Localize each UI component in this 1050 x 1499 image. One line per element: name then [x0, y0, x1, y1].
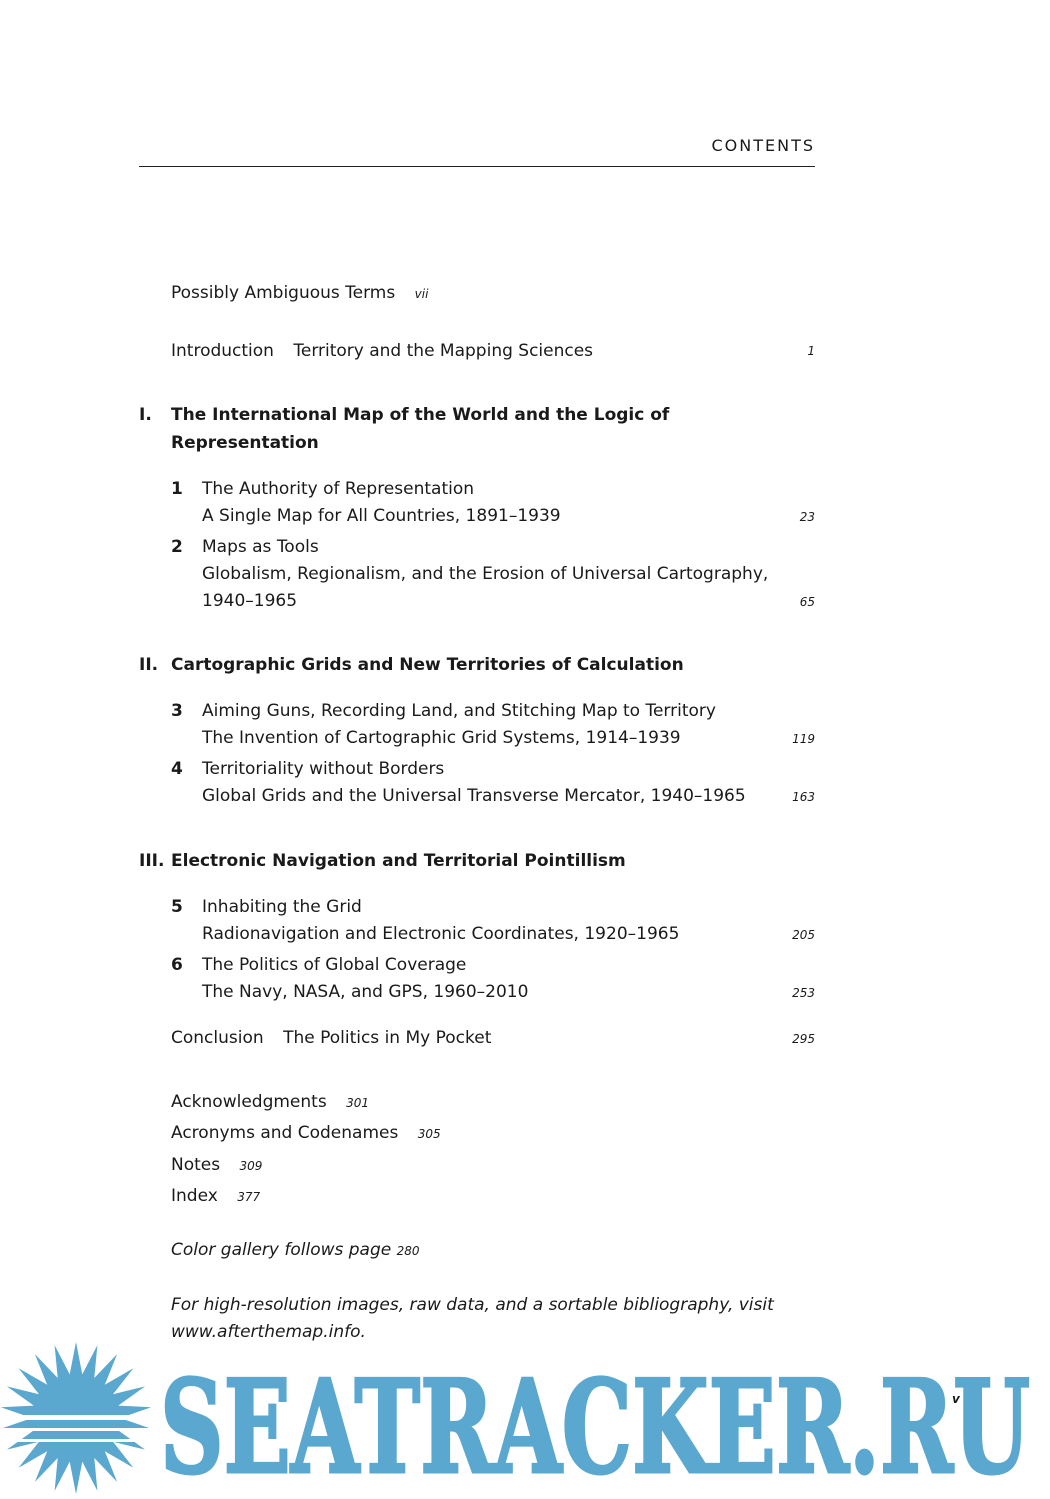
chapter-2-page: 65	[799, 595, 815, 609]
introduction-page: 1	[807, 344, 815, 358]
page-number: v	[952, 1392, 960, 1406]
chapter-3-title[interactable]: Aiming Guns, Recording Land, and Stitching Map to Territory	[202, 701, 716, 721]
toc-entry-page: 305	[417, 1127, 441, 1141]
introduction-title: Territory and the Mapping Sciences	[293, 341, 594, 361]
toc-entry-page: vii	[414, 287, 429, 301]
chapter-5-title[interactable]: Inhabiting the Grid	[202, 897, 362, 917]
conclusion-label: Conclusion	[171, 1028, 264, 1048]
gallery-note-page: 280	[396, 1244, 420, 1258]
chapter-3-number: 3	[171, 701, 183, 721]
conclusion-title: The Politics in My Pocket	[283, 1028, 492, 1048]
chapter-1-title[interactable]: The Authority of Representation	[202, 479, 475, 499]
chapter-2-title[interactable]: Maps as Tools	[202, 537, 319, 557]
chapter-4-subtitle: Global Grids and the Universal Transverse Mercator, 1940–1965	[202, 786, 746, 806]
toc-entry-introduction[interactable]	[171, 341, 593, 361]
chapter-4-number: 4	[171, 759, 183, 779]
chapter-1-subtitle: A Single Map for All Countries, 1891–1939	[202, 506, 561, 526]
chapter-6-number: 6	[171, 955, 183, 975]
part-1-title[interactable]: The International Map of the World and the Logic of	[171, 405, 670, 425]
chapter-5-number: 5	[171, 897, 183, 917]
toc-entry-label: Acronyms and Codenames	[171, 1123, 399, 1143]
toc-entry-label: Notes	[171, 1155, 221, 1175]
chapter-3-page: 119	[792, 732, 815, 746]
chapter-6-subtitle: The Navy, NASA, and GPS, 1960–2010	[202, 982, 529, 1002]
chapter-4-title[interactable]: Territoriality without Borders	[202, 759, 445, 779]
toc-entry-acronyms[interactable]	[171, 1123, 441, 1144]
toc-entry-page: 309	[239, 1159, 263, 1173]
gallery-note	[171, 1240, 420, 1261]
toc-entry-index[interactable]	[171, 1186, 260, 1207]
chapter-4-page: 163	[792, 790, 815, 804]
watermark	[0, 1340, 1050, 1499]
chapter-2-number: 2	[171, 537, 183, 557]
chapter-3-subtitle: The Invention of Cartographic Grid Systems, 1914–1939	[202, 728, 681, 748]
part-3-title[interactable]: Electronic Navigation and Territorial Pointillism	[171, 851, 626, 871]
chapter-2-subtitle: Globalism, Regionalism, and the Erosion of Universal Cartography,	[202, 564, 769, 584]
toc-entry-ambiguous-terms[interactable]	[171, 283, 428, 304]
header-rule	[139, 166, 815, 167]
sun-icon	[0, 1342, 160, 1494]
toc-entry-conclusion[interactable]	[171, 1028, 491, 1048]
toc-entry-notes[interactable]	[171, 1155, 262, 1176]
chapter-6-title[interactable]: The Politics of Global Coverage	[202, 955, 467, 975]
chapter-5-subtitle: Radionavigation and Electronic Coordinates, 1920–1965	[202, 924, 680, 944]
part-2-title[interactable]: Cartographic Grids and New Territories of Calculation	[171, 655, 684, 675]
toc-entry-label: Acknowledgments	[171, 1092, 327, 1112]
web-link[interactable]: www.afterthemap.info.	[171, 1322, 366, 1342]
page-title: CONTENTS	[711, 136, 815, 155]
chapter-2-subtitle-line2: 1940–1965	[202, 591, 298, 611]
chapter-1-number: 1	[171, 479, 183, 499]
chapter-5-page: 205	[792, 928, 815, 942]
toc-entry-label: Index	[171, 1186, 218, 1206]
introduction-label: Introduction	[171, 341, 274, 361]
part-1-title-line2: Representation	[171, 433, 319, 453]
part-3-numeral: III.	[139, 851, 165, 871]
part-1-numeral: I.	[139, 405, 152, 425]
chapter-1-page: 23	[799, 510, 815, 524]
gallery-note-text: Color gallery follows page	[171, 1240, 392, 1260]
toc-entry-page: 301	[346, 1096, 369, 1110]
toc-entry-acknowledgments[interactable]	[171, 1092, 369, 1113]
web-note: For high-resolution images, raw data, and a sortable bibliography, visit	[171, 1295, 774, 1315]
conclusion-page: 295	[792, 1032, 815, 1046]
toc-entry-label: Possibly Ambiguous Terms	[171, 283, 396, 303]
toc-entry-page: 377	[237, 1190, 261, 1204]
watermark-text: SEATRACKER.RU	[160, 1353, 1030, 1499]
part-2-numeral: II.	[139, 655, 159, 675]
chapter-6-page: 253	[792, 986, 815, 1000]
